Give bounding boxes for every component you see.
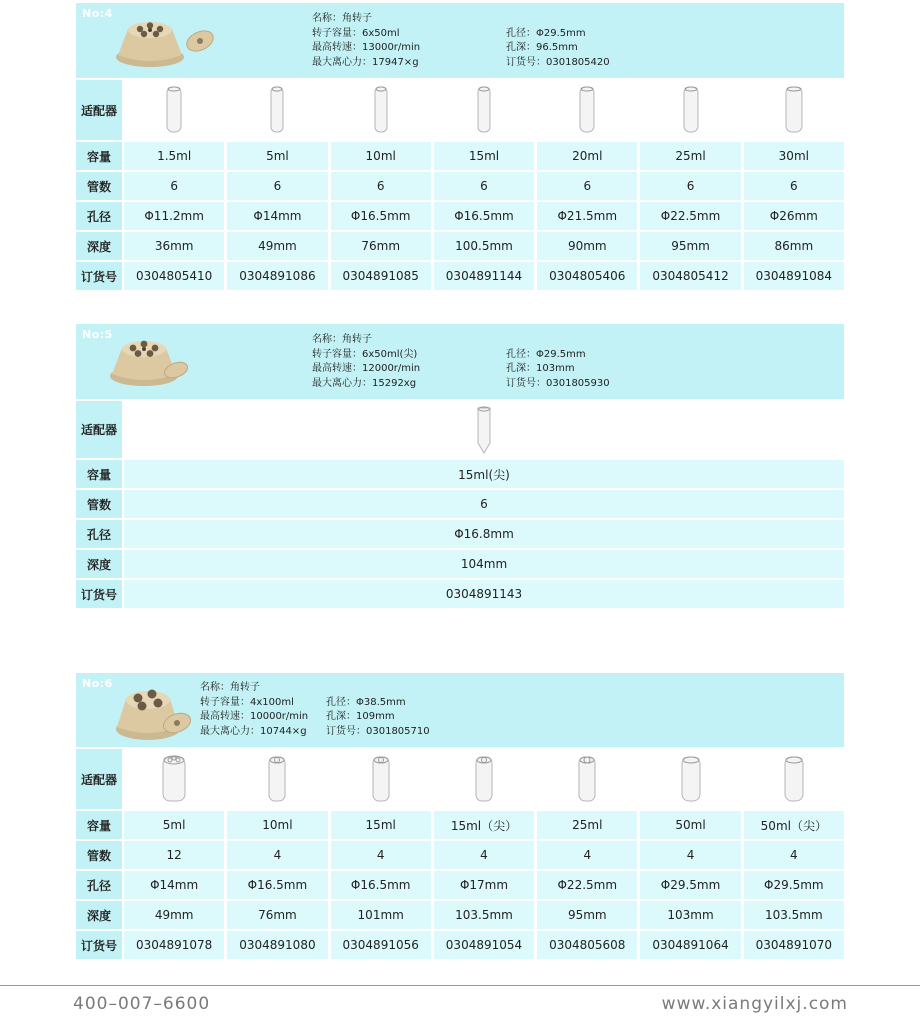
order-cell: 0304891085 xyxy=(331,262,431,290)
count-cell: 4 xyxy=(434,841,534,869)
depth-cell: 104mm xyxy=(124,550,844,578)
depth-cell: 90mm xyxy=(537,232,637,260)
tube-icon xyxy=(682,85,700,135)
rotor-section-5 xyxy=(76,324,844,608)
capacity-cell: 10ml xyxy=(227,811,327,839)
rotor-info-right xyxy=(326,696,430,740)
count-row xyxy=(76,172,844,200)
adapter-tube xyxy=(124,401,844,458)
adapter-tube xyxy=(640,749,740,809)
tube-icon xyxy=(269,85,285,135)
order-cell: 0304891054 xyxy=(434,931,534,959)
depth-cell: 100.5mm xyxy=(434,232,534,260)
order-row xyxy=(76,931,844,959)
tube-icon xyxy=(371,754,391,804)
capacity-cell: 15ml xyxy=(331,811,431,839)
adapter-row xyxy=(76,80,844,140)
bore-cell: Φ26mm xyxy=(744,202,844,230)
adapter-tube xyxy=(434,80,534,140)
adapter-tube xyxy=(227,80,327,140)
depth-cell: 103mm xyxy=(640,901,740,929)
depth-cell: 36mm xyxy=(124,232,224,260)
rotor-image xyxy=(108,336,192,388)
depth-cell: 103.5mm xyxy=(434,901,534,929)
info-order: 订货号：0301805710 xyxy=(326,725,430,737)
adapter-tube xyxy=(124,80,224,140)
order-cell: 0304891064 xyxy=(640,931,740,959)
adapter-tube xyxy=(537,80,637,140)
adapter-tube xyxy=(537,749,637,809)
depth-cell: 86mm xyxy=(744,232,844,260)
rotor-section-6 xyxy=(76,673,844,959)
bore-cell: Φ16.8mm xyxy=(124,520,844,548)
info-max-rcf: 最大离心力：10744×g xyxy=(200,725,307,737)
capacity-cell: 15ml（尖） xyxy=(434,811,534,839)
bore-row xyxy=(76,520,844,548)
rotor-image xyxy=(114,683,194,743)
adapter-tube xyxy=(434,749,534,809)
bore-cell: Φ22.5mm xyxy=(640,202,740,230)
row-label: 管数 xyxy=(76,841,122,869)
row-label: 容量 xyxy=(76,811,122,839)
capacity-row xyxy=(76,142,844,170)
order-cell: 0304891143 xyxy=(124,580,844,608)
rotor-info-left xyxy=(312,12,420,70)
info-max-speed: 最高转速：12000r/min xyxy=(312,363,421,374)
tube-icon xyxy=(166,85,182,135)
info-bore: 孔径：Φ38.5mm xyxy=(326,696,406,708)
section-header xyxy=(76,324,844,399)
capacity-cell: 50ml xyxy=(640,811,740,839)
order-cell: 0304805406 xyxy=(537,262,637,290)
info-depth: 孔深：96.5mm xyxy=(506,42,578,53)
info-max-rcf: 最大离心力：15292xg xyxy=(312,377,417,389)
footer-divider xyxy=(0,985,920,986)
count-cell: 6 xyxy=(537,172,637,200)
count-cell: 4 xyxy=(227,841,327,869)
order-cell: 0304891144 xyxy=(434,262,534,290)
info-order: 订货号：0301805930 xyxy=(506,377,610,389)
row-label: 深度 xyxy=(76,550,122,578)
row-label: 深度 xyxy=(76,232,122,260)
info-capacity: 转子容量：4x100ml xyxy=(200,696,294,708)
capacity-cell: 25ml xyxy=(537,811,637,839)
rotor-info-right xyxy=(506,27,610,71)
adapter-tube xyxy=(744,749,844,809)
info-capacity: 转子容量：6x50ml xyxy=(312,27,400,39)
rotor-image xyxy=(114,17,218,69)
adapter-row xyxy=(76,401,844,458)
bore-cell: Φ29.5mm xyxy=(744,871,844,899)
row-label: 管数 xyxy=(76,172,122,200)
order-cell: 0304805410 xyxy=(124,262,224,290)
order-cell: 0304891070 xyxy=(744,931,844,959)
section-header xyxy=(76,3,844,78)
row-label: 深度 xyxy=(76,901,122,929)
row-label: 管数 xyxy=(76,490,122,518)
rotor-info-left xyxy=(200,681,308,739)
info-capacity: 转子容量：6x50ml(尖) xyxy=(312,348,418,360)
order-cell: 0304891078 xyxy=(124,931,224,959)
count-cell: 6 xyxy=(124,172,224,200)
rotor-number: No:6 xyxy=(82,677,113,690)
tube-icon xyxy=(373,85,389,135)
tube-icon xyxy=(578,85,596,135)
depth-cell: 95mm xyxy=(537,901,637,929)
bore-cell: Φ21.5mm xyxy=(537,202,637,230)
tube-icon xyxy=(680,754,702,804)
order-row xyxy=(76,262,844,290)
order-cell: 0304891080 xyxy=(227,931,327,959)
multi-hole-adapter-icon xyxy=(161,754,187,804)
count-cell: 6 xyxy=(640,172,740,200)
bore-cell: Φ14mm xyxy=(227,202,327,230)
info-depth: 孔深：109mm xyxy=(326,711,395,722)
info-bore: 孔径：Φ29.5mm xyxy=(506,27,586,39)
row-label: 适配器 xyxy=(76,80,122,140)
capacity-cell: 1.5ml xyxy=(124,142,224,170)
count-cell: 4 xyxy=(744,841,844,869)
bore-cell: Φ16.5mm xyxy=(434,202,534,230)
capacity-cell: 20ml xyxy=(537,142,637,170)
count-cell: 4 xyxy=(331,841,431,869)
capacity-cell: 15ml xyxy=(434,142,534,170)
capacity-cell: 15ml(尖) xyxy=(124,460,844,488)
order-cell: 0304891056 xyxy=(331,931,431,959)
capacity-cell: 10ml xyxy=(331,142,431,170)
count-cell: 6 xyxy=(434,172,534,200)
bore-row xyxy=(76,871,844,899)
tube-icon xyxy=(577,754,597,804)
adapter-tube xyxy=(744,80,844,140)
tube-icon xyxy=(476,85,492,135)
capacity-cell: 25ml xyxy=(640,142,740,170)
order-cell: 0304805412 xyxy=(640,262,740,290)
rotor-section-4 xyxy=(76,3,844,290)
bore-cell: Φ16.5mm xyxy=(331,871,431,899)
row-label: 适配器 xyxy=(76,749,122,809)
bore-cell: Φ29.5mm xyxy=(640,871,740,899)
row-label: 订货号 xyxy=(76,580,122,608)
order-cell: 0304805608 xyxy=(537,931,637,959)
section-header xyxy=(76,673,844,747)
rotor-info-right xyxy=(506,348,610,392)
tube-icon xyxy=(783,754,805,804)
info-order: 订货号：0301805420 xyxy=(506,56,610,68)
row-label: 孔径 xyxy=(76,202,122,230)
count-row xyxy=(76,841,844,869)
row-label: 容量 xyxy=(76,460,122,488)
capacity-cell: 5ml xyxy=(227,142,327,170)
adapter-tube xyxy=(331,80,431,140)
order-row xyxy=(76,580,844,608)
row-label: 孔径 xyxy=(76,871,122,899)
depth-cell: 49mm xyxy=(227,232,327,260)
rotor-number: No:4 xyxy=(82,7,113,20)
depth-cell: 76mm xyxy=(227,901,327,929)
conical-tube-icon xyxy=(476,405,492,455)
bore-cell: Φ14mm xyxy=(124,871,224,899)
depth-row xyxy=(76,550,844,578)
bore-cell: Φ11.2mm xyxy=(124,202,224,230)
capacity-cell: 30ml xyxy=(744,142,844,170)
bore-row xyxy=(76,202,844,230)
info-name: 名称：角转子 xyxy=(200,682,260,693)
count-cell: 6 xyxy=(227,172,327,200)
footer-website: www.xiangyilxj.com xyxy=(661,994,848,1014)
capacity-cell: 50ml（尖） xyxy=(744,811,844,839)
bore-cell: Φ16.5mm xyxy=(227,871,327,899)
bore-cell: Φ17mm xyxy=(434,871,534,899)
order-cell: 0304891084 xyxy=(744,262,844,290)
adapter-tube xyxy=(124,749,224,809)
capacity-cell: 5ml xyxy=(124,811,224,839)
depth-cell: 101mm xyxy=(331,901,431,929)
capacity-row xyxy=(76,811,844,839)
adapter-tube xyxy=(331,749,431,809)
adapter-tube xyxy=(640,80,740,140)
count-cell: 12 xyxy=(124,841,224,869)
order-cell: 0304891086 xyxy=(227,262,327,290)
tube-icon xyxy=(474,754,494,804)
depth-row xyxy=(76,901,844,929)
info-max-rcf: 最大离心力：17947×g xyxy=(312,56,419,68)
row-label: 孔径 xyxy=(76,520,122,548)
depth-row xyxy=(76,232,844,260)
info-name: 名称：角转子 xyxy=(312,334,372,345)
info-bore: 孔径：Φ29.5mm xyxy=(506,348,586,360)
footer-phone: 400–007–6600 xyxy=(73,994,211,1014)
rotor-number: No:5 xyxy=(82,328,113,341)
bore-cell: Φ22.5mm xyxy=(537,871,637,899)
depth-cell: 76mm xyxy=(331,232,431,260)
capacity-row xyxy=(76,460,844,488)
count-row xyxy=(76,490,844,518)
count-cell: 4 xyxy=(640,841,740,869)
rotor-info-left xyxy=(312,333,420,391)
depth-cell: 49mm xyxy=(124,901,224,929)
info-depth: 孔深：103mm xyxy=(506,363,575,374)
tube-icon xyxy=(784,85,804,135)
info-name: 名称：角转子 xyxy=(312,13,372,24)
count-cell: 4 xyxy=(537,841,637,869)
depth-cell: 95mm xyxy=(640,232,740,260)
row-label: 订货号 xyxy=(76,262,122,290)
row-label: 订货号 xyxy=(76,931,122,959)
info-max-speed: 最高转速：13000r/min xyxy=(312,42,421,53)
row-label: 适配器 xyxy=(76,401,122,458)
count-cell: 6 xyxy=(744,172,844,200)
count-cell: 6 xyxy=(124,490,844,518)
tube-icon xyxy=(267,754,287,804)
depth-cell: 103.5mm xyxy=(744,901,844,929)
adapter-tube xyxy=(227,749,327,809)
row-label: 容量 xyxy=(76,142,122,170)
adapter-row xyxy=(76,749,844,809)
bore-cell: Φ16.5mm xyxy=(331,202,431,230)
info-max-speed: 最高转速：10000r/min xyxy=(200,711,309,722)
count-cell: 6 xyxy=(331,172,431,200)
